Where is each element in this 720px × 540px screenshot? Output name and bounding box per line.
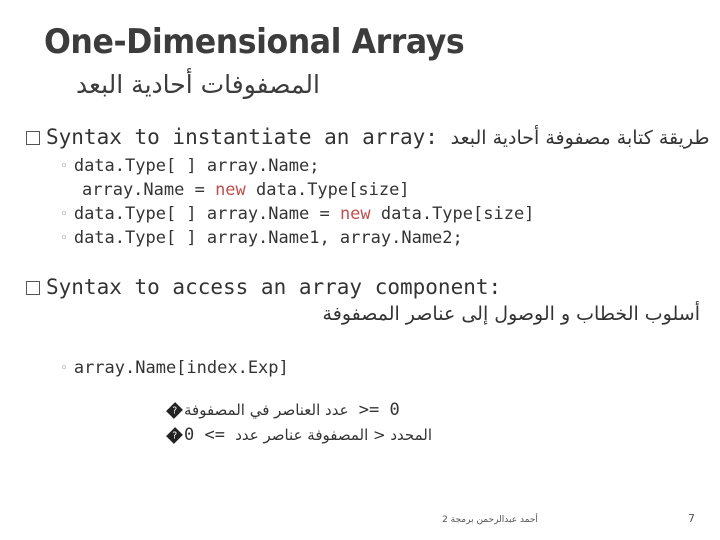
square-bullet-icon [26, 131, 40, 145]
code-line-1b-post: data.Type[size] [245, 180, 410, 200]
circle-bullet-icon: ◦ [60, 360, 68, 376]
code-line-access [60, 358, 289, 378]
circle-bullet-icon: ◦ [60, 230, 68, 246]
note-1-arabic: عدد العناصر في المصفوفة [184, 401, 349, 419]
code-line-1-text: data.Type[ ] array.Name; [73, 156, 320, 176]
bullet-instantiate-text: Syntax to instantiate an array: [46, 125, 438, 149]
note-2-pre: 0 <= [184, 425, 236, 445]
bullet-access [26, 275, 501, 299]
code-line-3 [60, 228, 463, 248]
replacement-char-icon: ? [166, 402, 183, 419]
note-1 [168, 400, 400, 420]
bullet-instantiate [26, 125, 710, 149]
replacement-char-icon: ? [166, 427, 183, 444]
slide-subtitle-arabic: المصفوفات أحادية البعد [75, 70, 320, 99]
bullet-instantiate-arabic: طريقة كتابة مصفوفة أحادية البعد [450, 127, 710, 149]
code-line-access-text: array.Name[index.Exp] [73, 358, 289, 378]
note-2-arabic: المحدد < المصفوفة عناصر عدد [235, 426, 433, 444]
note-2 [168, 425, 432, 445]
note-1-rest: >= 0 [348, 400, 400, 420]
page-number: 7 [688, 512, 695, 525]
code-line-2-pre: data.Type[ ] array.Name = [73, 204, 340, 224]
slide-footer: أحمد عبدالرحمن برمجة 2 [442, 515, 538, 525]
square-bullet-icon [26, 281, 40, 295]
keyword-new: new [215, 180, 246, 200]
code-line-3-text: data.Type[ ] array.Name1, array.Name2; [73, 228, 463, 248]
circle-bullet-icon: ◦ [60, 206, 68, 222]
bullet-access-arabic: أسلوب الخطاب و الوصول إلى عناصر المصفوفة [322, 303, 700, 325]
code-line-1b [82, 180, 410, 200]
code-line-2 [60, 204, 534, 224]
code-line-1 [60, 156, 319, 176]
code-line-2-post: data.Type[size] [370, 204, 535, 224]
keyword-new: new [339, 204, 371, 224]
circle-bullet-icon: ◦ [60, 158, 68, 174]
slide-title: One-Dimensional Arrays [44, 22, 465, 62]
code-line-1b-pre: array.Name = [82, 180, 216, 200]
bullet-access-text: Syntax to access an array component: [46, 275, 502, 299]
